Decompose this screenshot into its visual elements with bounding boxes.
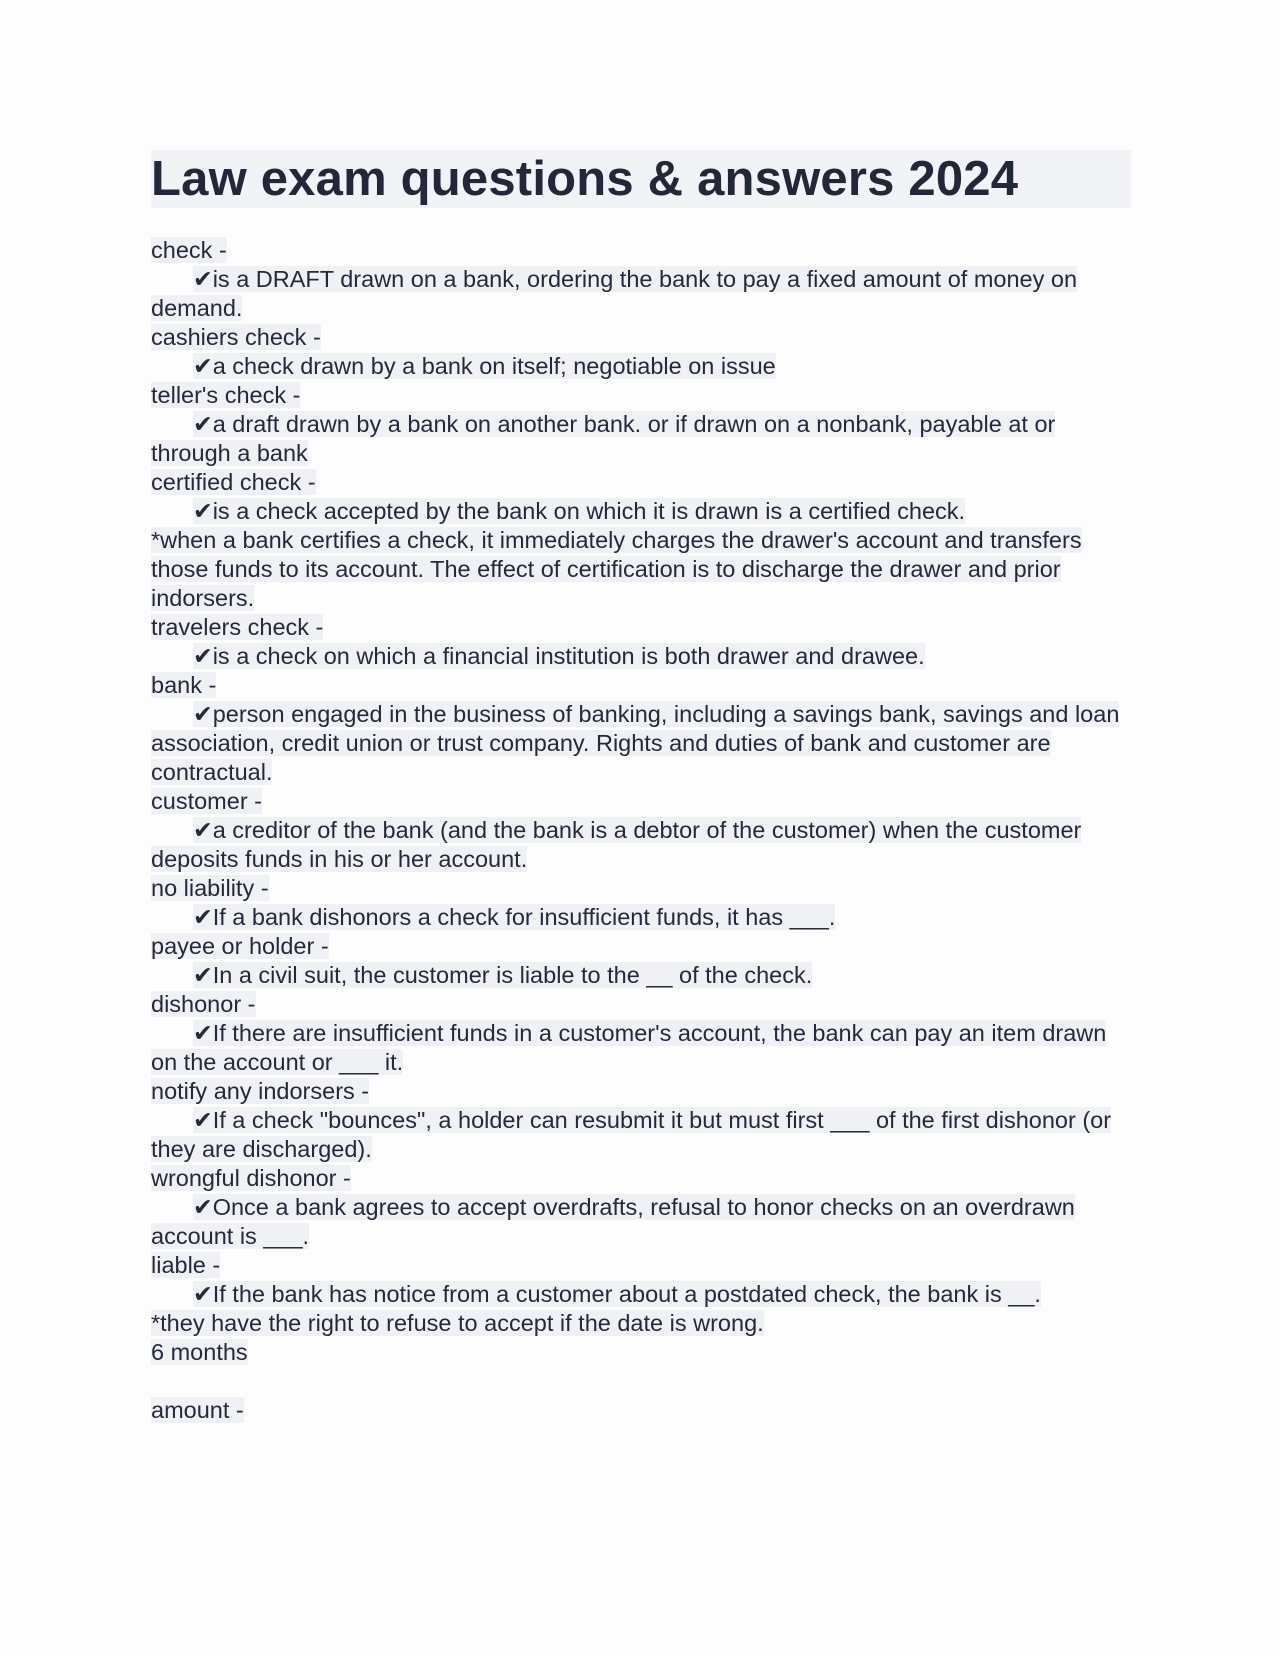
entry-definition [151,903,1131,932]
trailing-line [151,1338,1131,1367]
entry-term-text: payee or holder - [151,933,329,959]
entry-term-text: notify any indorsers - [151,1078,370,1104]
entry-term [151,787,1131,816]
entry-term-text: customer - [151,788,262,814]
entry-term-text: wrongful dishonor - [151,1165,351,1191]
entry-definition-text: If a bank dishonors a check for insufficient funds, it has ___. [212,904,836,930]
entry-term-text: teller's check - [151,382,301,408]
entry-term-text: no liability - [151,875,269,901]
final-term [151,1396,1131,1425]
entry-definition-wrap [151,1020,1106,1075]
qa-list [151,236,1131,1425]
entry-definition-text: a draft drawn by a bank on another bank. or if drawn on a nonbank, payable at or through a bank [151,411,1056,466]
entry-definition [151,816,1131,874]
checkmark-icon: ✔ [193,1194,213,1220]
entry-term [151,236,1131,265]
checkmark-icon: ✔ [193,701,213,727]
entry-definition-text: person engaged in the business of banking, including a savings bank, savings and loan association, credit union or trust company. Rights and duties of bank and customer are contractual. [151,701,1120,785]
entry-note [151,1309,1131,1338]
entry-term-text: dishonor - [151,991,256,1017]
checkmark-icon: ✔ [193,1107,213,1133]
checkmark-icon: ✔ [193,411,213,437]
entry-definition [151,642,1131,671]
entry-definition [151,497,1131,526]
entry-definition-wrap [151,266,1077,321]
entry-term-text: check - [151,237,227,263]
entry-definition-text: is a DRAFT drawn on a bank, ordering the bank to pay a fixed amount of money on demand. [151,266,1078,321]
entry-definition-text: is a check on which a financial institution is both drawer and drawee. [212,643,925,669]
entry-definition-wrap [151,1107,1111,1162]
checkmark-icon: ✔ [193,962,213,988]
entry-definition [151,1193,1131,1251]
entry-definition-text: If there are insufficient funds in a customer's account, the bank can pay an item drawn on the account or ___ it. [151,1020,1107,1075]
entry-note-text: *they have the right to refuse to accept if the date is wrong. [151,1310,764,1336]
entry-term-text: liable - [151,1252,221,1278]
entry-note-text: *when a bank certifies a check, it immediately charges the drawer's account and transfers those funds to its account. The effect of certification is to discharge the drawer and prior indorsers. [151,527,1082,611]
entry-definition [151,1019,1131,1077]
entry-definition-wrap [193,962,812,988]
entry-definition-text: In a civil suit, the customer is liable to the __ of the check. [212,962,813,988]
checkmark-icon: ✔ [193,1281,213,1307]
checkmark-icon: ✔ [193,266,213,292]
entry-term [151,932,1131,961]
entries-container [151,236,1131,1338]
entry-definition-wrap [151,411,1055,466]
entry-definition [151,1280,1131,1309]
entry-definition-wrap [151,817,1081,872]
entry-definition-wrap [151,701,1119,785]
checkmark-icon: ✔ [193,1020,213,1046]
entry-definition-wrap [193,353,776,379]
checkmark-icon: ✔ [193,643,213,669]
checkmark-icon: ✔ [193,904,213,930]
checkmark-icon: ✔ [193,353,213,379]
page-title: Law exam questions & answers 2024 [151,152,1019,206]
entry-term [151,613,1131,642]
entry-term [151,323,1131,352]
entry-definition [151,410,1131,468]
entry-definition-wrap [151,1194,1075,1249]
entry-definition-text: is a check accepted by the bank on which it is drawn is a certified check. [212,498,966,524]
entry-definition-wrap [193,1281,1041,1307]
entry-definition [151,1106,1131,1164]
entry-definition-wrap [193,904,835,930]
final-term-text: amount - [151,1397,244,1423]
entry-definition-text: If the bank has notice from a customer about a postdated check, the bank is __. [212,1281,1041,1307]
entry-term-text: travelers check - [151,614,324,640]
entry-definition [151,961,1131,990]
entry-term [151,1251,1131,1280]
blank-line [151,1367,1131,1396]
entry-definition-text: a check drawn by a bank on itself; negotiable on issue [212,353,776,379]
entry-term-text: bank - [151,672,217,698]
checkmark-icon: ✔ [193,817,213,843]
title-banner [151,150,1131,208]
entry-definition-text: Once a bank agrees to accept overdrafts, refusal to honor checks on an overdrawn account is ___. [151,1194,1075,1249]
entry-definition-wrap [193,643,925,669]
entry-term [151,874,1131,903]
entry-term [151,381,1131,410]
entry-term [151,671,1131,700]
trailing-line-text: 6 months [151,1339,248,1365]
entry-definition-wrap [193,498,965,524]
checkmark-icon: ✔ [193,498,213,524]
entry-term [151,990,1131,1019]
entry-term-text: certified check - [151,469,316,495]
entry-definition-text: If a check "bounces", a holder can resubmit it but must first ___ of the first dishonor (or they are discharged). [151,1107,1112,1162]
entry-term-text: cashiers check - [151,324,321,350]
document-page [151,150,1131,1425]
entry-definition [151,700,1131,787]
entry-term [151,468,1131,497]
entry-definition [151,352,1131,381]
entry-note [151,526,1131,613]
entry-definition [151,265,1131,323]
entry-term [151,1164,1131,1193]
entry-definition-text: a creditor of the bank (and the bank is a debtor of the customer) when the customer deposits funds in his or her account. [151,817,1082,872]
entry-term [151,1077,1131,1106]
